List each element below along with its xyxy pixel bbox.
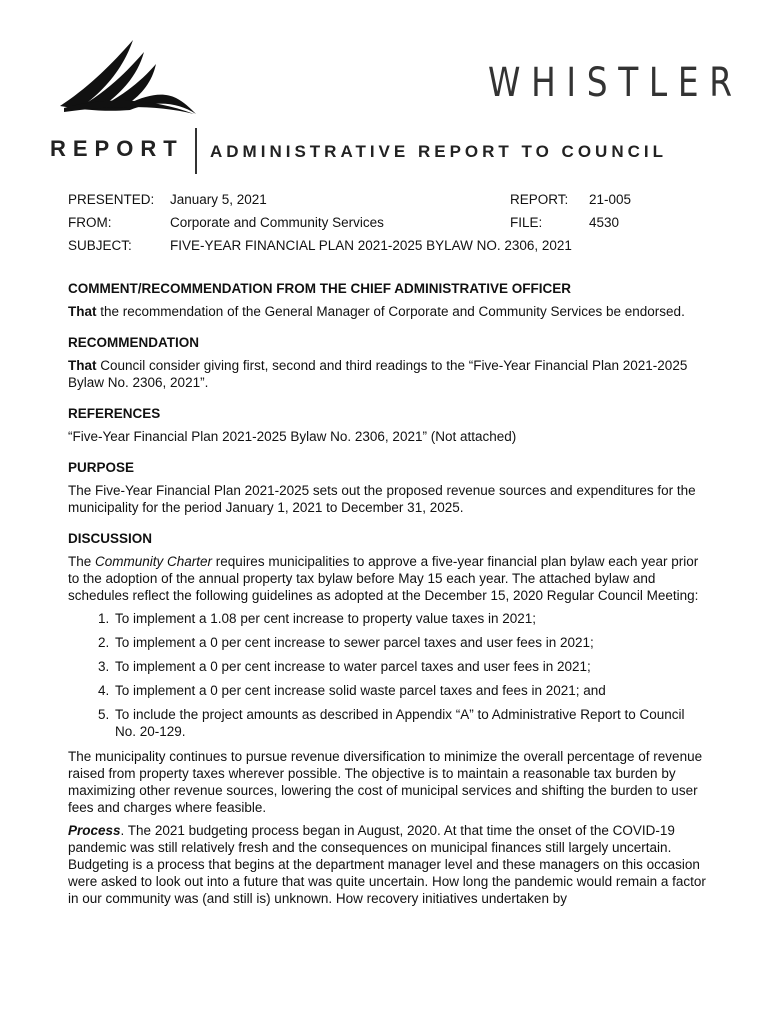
community-charter-title: Community Charter (95, 554, 213, 569)
recommendation-paragraph (68, 357, 708, 391)
process-paragraph (68, 822, 708, 907)
presented-value: January 5, 2021 (170, 192, 267, 207)
guidelines-list (68, 610, 708, 740)
report-number-value: 21-005 (589, 192, 632, 207)
report-title: ADMINISTRATIVE REPORT TO COUNCIL (210, 142, 667, 161)
header-divider (195, 128, 197, 174)
recommendation-text: Council consider giving first, second and third readings to the “Five-Year Financial Plan 2021-2025 Bylaw No. 2306, 2021”. (68, 358, 688, 390)
process-text: . The 2021 budgeting process began in August, 2020. At that time the onset of the COVID-19 pandemic was still relatively fresh and the consequences on municipal finances still largely uncertain. Budgeting is a process that begins at the department manager level and these managers on this occasion were asked to look out into a future that was quite uncertain. How long the pandemic would remain a factor in our community was (and still is) unknown. How recovery initiatives undertaken by (68, 823, 706, 906)
file-label: FILE: (510, 215, 543, 230)
cao-text: the recommendation of the General Manager of Corporate and Community Services be endorsed. (96, 304, 685, 319)
list-item: 1. To implement a 1.08 per cent increase to property value taxes in 2021; (113, 610, 708, 627)
list-item: 5. To include the project amounts as described in Appendix “A” to Administrative Report to Council No. 20-129. (113, 706, 708, 740)
purpose-heading: PURPOSE (68, 460, 135, 475)
cao-lead: That (68, 304, 97, 319)
discussion-intro-pre: The (68, 554, 96, 569)
subject-label: SUBJECT: (68, 238, 132, 253)
whistler-peaks-logo-icon (58, 38, 198, 116)
file-value: 4530 (589, 215, 620, 230)
recommendation-heading: RECOMMENDATION (68, 335, 199, 350)
report-word: REPORT (50, 136, 184, 161)
discussion-intro (68, 553, 708, 604)
purpose-text: The Five-Year Financial Plan 2021-2025 sets out the proposed revenue sources and expenditures for the municipality for the period January 1, 2021 to December 31, 2025. (68, 483, 696, 515)
list-item: 3. To implement a 0 per cent increase to water parcel taxes and user fees in 2021; (113, 658, 708, 675)
report-number-label: REPORT: (510, 192, 569, 207)
discussion-intro-post: requires municipalities to approve a five-year financial plan bylaw each year prior to the adoption of the annual property tax bylaw before May 15 each year. The attached bylaw and schedules reflect the following guidelines as adopted at the December 15, 2020 Regular Council Meeting: (68, 554, 699, 603)
references-text: “Five-Year Financial Plan 2021-2025 Bylaw No. 2306, 2021” (Not attached) (68, 429, 517, 444)
presented-label: PRESENTED: (68, 192, 155, 207)
process-label: Process (68, 823, 121, 838)
cao-heading: COMMENT/RECOMMENDATION FROM THE CHIEF ADMINISTRATIVE OFFICER (68, 281, 571, 296)
subject-value: FIVE-YEAR FINANCIAL PLAN 2021-2025 BYLAW NO. 2306, 2021 (170, 238, 572, 253)
diversification-paragraph: The municipality continues to pursue revenue diversification to minimize the overall percentage of revenue raised from property taxes wherever possible. The objective is to maintain a reasonable tax burden by maximizing other revenue sources, lowering the cost of municipal services and shifting the burden to user fees and charges where feasible. (68, 749, 703, 815)
from-label: FROM: (68, 215, 112, 230)
discussion-heading: DISCUSSION (68, 531, 153, 546)
references-heading: REFERENCES (68, 406, 161, 421)
list-item: 2. To implement a 0 per cent increase to sewer parcel taxes and user fees in 2021; (113, 634, 708, 651)
recommendation-lead: That (68, 358, 97, 373)
cao-paragraph (68, 303, 708, 320)
brand-wordmark: WHISTLER (488, 60, 743, 106)
from-value: Corporate and Community Services (170, 215, 384, 230)
list-item: 4. To implement a 0 per cent increase solid waste parcel taxes and fees in 2021; and (113, 682, 708, 699)
report-body (68, 280, 708, 913)
